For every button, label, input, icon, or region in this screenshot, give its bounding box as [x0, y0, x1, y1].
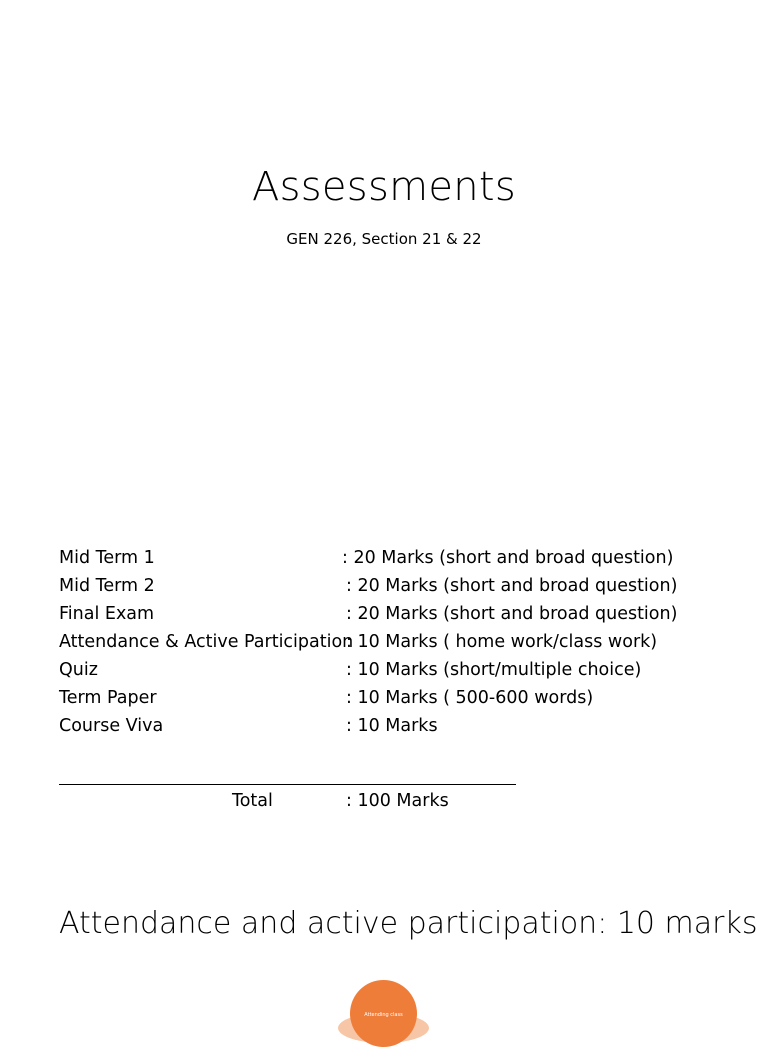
assessment-label: Quiz: [59, 660, 98, 680]
assessment-label: Mid Term 2: [59, 576, 155, 596]
assessment-value: : 20 Marks (short and broad question): [346, 604, 678, 624]
slide-title: Assessments: [251, 164, 517, 210]
assessment-value: : 10 Marks (short/multiple choice): [346, 660, 642, 680]
assessment-value: : 20 Marks (short and broad question): [342, 548, 674, 568]
section-heading: Attendance and active participation: 10 marks: [59, 906, 758, 941]
assessment-value: : 10 Marks: [346, 716, 438, 736]
assessment-value: : 10 Marks ( home work/class work): [346, 632, 658, 652]
assessment-label: Attendance & Active Participation: [59, 632, 354, 652]
total-divider: [59, 784, 516, 785]
diagram-circle-label: Attending class: [364, 1012, 403, 1018]
total-value: : 100 Marks: [346, 791, 449, 811]
assessment-label: Mid Term 1: [59, 548, 155, 568]
total-label: Total: [232, 791, 273, 811]
diagram-circle: [350, 980, 417, 1047]
assessment-label: Term Paper: [59, 688, 157, 708]
assessment-label: Course Viva: [59, 716, 164, 736]
assessment-label: Final Exam: [59, 604, 155, 624]
slide-subtitle: GEN 226, Section 21 & 22: [286, 230, 482, 248]
assessment-value: : 20 Marks (short and broad question): [346, 576, 678, 596]
assessment-value: : 10 Marks ( 500-600 words): [346, 688, 594, 708]
